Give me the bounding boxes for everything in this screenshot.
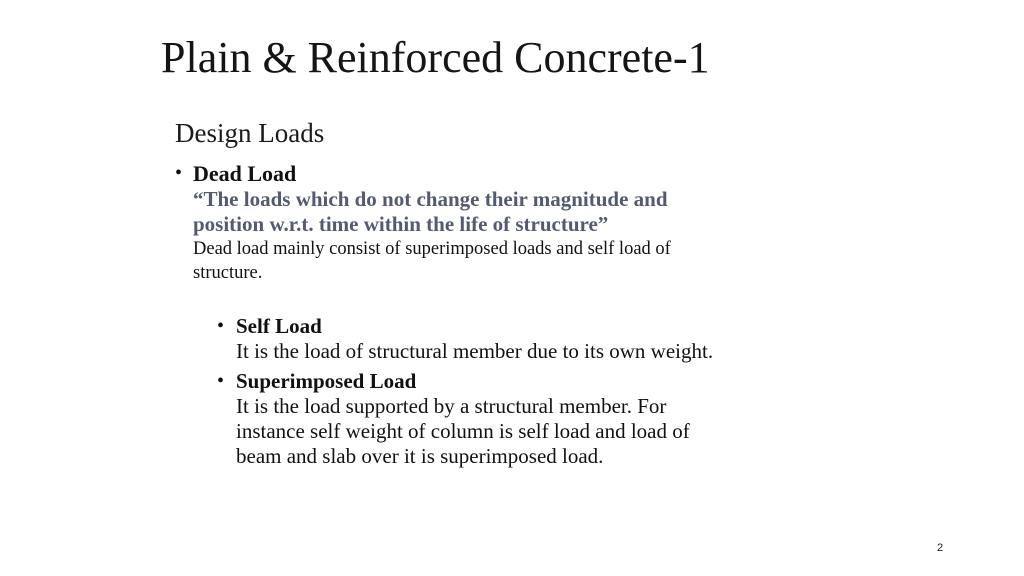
list-item-superimposed-load: [217, 368, 857, 469]
bullet-marker: •: [217, 315, 225, 337]
list-item-self-load: [217, 313, 857, 364]
dead-load-row: [175, 160, 855, 285]
bullet-marker: •: [217, 370, 225, 392]
dead-load-description-line-1: Dead load mainly consist of superimposed loads and self load of: [193, 239, 671, 259]
superimposed-load-title: Superimposed Load: [236, 369, 417, 393]
self-load-title: Self Load: [236, 314, 322, 338]
bullet-marker: •: [175, 162, 183, 184]
section-heading: Design Loads: [175, 118, 325, 148]
dead-load-title: Dead Load: [193, 161, 297, 186]
page-number: 2: [937, 542, 944, 554]
superimposed-load-text-line-3: beam and slab over it is superimposed load.: [236, 444, 604, 468]
slide-title: Plain & Reinforced Concrete-1: [161, 33, 710, 82]
superimposed-load-text-line-1: It is the load supported by a structural member. For: [236, 394, 667, 418]
dead-load-definition-line-2: position w.r.t. time within the life of structure”: [193, 212, 609, 236]
self-load-text-line-1: It is the load of structural member due to its own weight.: [236, 339, 714, 363]
dead-load-sub-list: [217, 313, 857, 473]
dead-load-bullet: [175, 160, 855, 285]
dead-load-description-line-2: structure.: [193, 263, 263, 283]
superimposed-load-text-line-2: instance self weight of column is self load and load of: [236, 419, 690, 443]
dead-load-definition-line-1: “The loads which do not change their magnitude and: [193, 187, 668, 211]
